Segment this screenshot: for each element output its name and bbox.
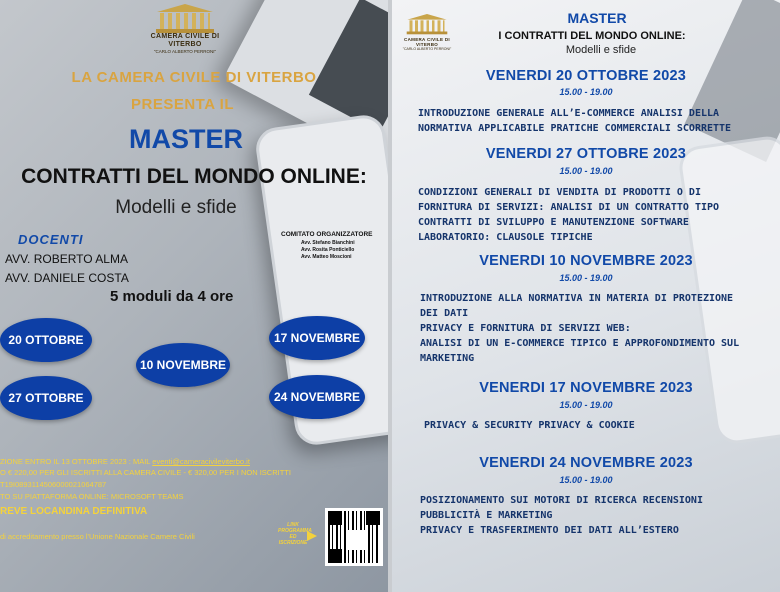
temple-icon — [140, 4, 230, 33]
camera-civile-logo — [140, 4, 230, 55]
topic-line: PRIVACY & SECURITY PRIVACY & COOKIE — [424, 420, 635, 431]
session-time: 15.00 - 19.00 — [559, 273, 613, 283]
docenti-label: DOCENTI — [18, 232, 84, 247]
docente-name: AVV. DANIELE COSTA — [5, 271, 129, 285]
session-day: VENERDI 10 NOVEMBRE 2023 — [479, 253, 693, 269]
logo-name: CAMERA CIVILE DI VITERBO — [150, 33, 220, 48]
presenter-line: PRESENTA IL — [130, 96, 234, 113]
right-poster — [392, 0, 780, 592]
logo-subtitle: "CARLO ALBERTO PERRONI" — [402, 47, 452, 51]
comitato-label: COMITATO ORGANIZZATORE — [281, 231, 373, 238]
session-time: 15.00 - 19.00 — [559, 87, 613, 97]
session-day: VENERDI 24 NOVEMBRE 2023 — [479, 455, 693, 471]
course-subtitle: Modelli e sfide — [115, 197, 237, 218]
piattaforma-info: TO SU PIATTAFORMA ONLINE: MICROSOFT TEAMS — [0, 492, 184, 501]
arrow-right-icon — [307, 531, 317, 541]
session-day: VENERDI 27 OTTOBRE 2023 — [485, 146, 687, 162]
date-badge: 20 OTTOBRE — [0, 318, 92, 362]
iban-info: T19I0893114506000021064787 — [0, 480, 107, 489]
session-topics — [418, 185, 719, 245]
topic-line: POSIZIONAMENTO SUI MOTORI DI RICERCA RECENSIONI — [420, 495, 703, 506]
locandina-info: REVE LOCANDINA DEFINITIVA — [0, 506, 148, 517]
qr-logo-icon — [347, 530, 367, 550]
date-badge: 10 NOVEMBRE — [136, 343, 230, 387]
date-badge: 24 NOVEMBRE — [269, 375, 365, 419]
qr-code[interactable] — [325, 508, 383, 566]
email-link[interactable]: eventi@cameracivileviterbo.it — [152, 457, 250, 466]
session-day: VENERDI 20 OTTOBRE 2023 — [485, 68, 687, 84]
session-time: 15.00 - 19.00 — [559, 475, 613, 485]
topic-line: INTRODUZIONE GENERALE ALL’E-COMMERCE ANALISI DELLA — [418, 108, 720, 119]
presenter-line: LA CAMERA CIVILE DI VITERBO — [71, 69, 317, 86]
topic-line: ANALISI DI UN E-COMMERCE TIPICO E APPROFONDIMENTO SUL — [420, 338, 740, 349]
docente-name: AVV. ROBERTO ALMA — [5, 252, 128, 266]
topic-line: FORNITURA DI SERVIZI: ANALISI DI UN CONTRATTO TIPO — [418, 202, 720, 213]
accreditamento-info: di accreditamento presso l'Unione Nazionale Camere Civili — [0, 532, 195, 541]
comitato-list — [301, 240, 355, 261]
logo-subtitle: "CARLO ALBERTO PERRONI" — [153, 49, 217, 54]
topic-line: CONDIZIONI GENERALI DI VENDITA DI PRODOTTI O DI — [418, 187, 701, 198]
date-badge: 17 NOVEMBRE — [269, 316, 365, 360]
topic-line: LABORATORIO: CLAUSOLE TIPICHE — [418, 232, 593, 243]
left-poster — [0, 0, 388, 592]
session-time: 15.00 - 19.00 — [559, 166, 613, 176]
course-title: I CONTRATTI DEL MONDO ONLINE: — [498, 30, 686, 42]
comitato-member: Avv. Stefano Bianchini — [301, 240, 355, 246]
topic-line: PUBBLICITÀ E MARKETING — [420, 510, 553, 521]
session-topics — [420, 291, 739, 366]
session-day: VENERDI 17 NOVEMBRE 2023 — [479, 380, 693, 396]
topic-line: INTRODUZIONE ALLA NORMATIVA IN MATERIA DI PROTEZIONE — [420, 293, 734, 304]
comitato-member: Avv. Matteo Moscioni — [301, 254, 352, 260]
session-time: 15.00 - 19.00 — [559, 400, 613, 410]
topic-line: DEI DATI — [420, 308, 469, 319]
topic-line: CONTRATTI DI SVILUPPO E MANUTENZIONE SOFTWARE — [418, 217, 689, 228]
link-note: LINK PROGRAMMA ED ISCRIZIONE — [278, 522, 312, 546]
topic-line: PRIVACY E FORNITURA DI SERVIZI WEB: — [420, 323, 631, 334]
logo-name: CAMERA CIVILE DI VITERBO — [404, 37, 450, 47]
master-heading: MASTER — [567, 10, 627, 26]
session-topics — [424, 418, 635, 433]
session-topics — [418, 106, 731, 136]
date-badge: 27 OTTOBRE — [0, 376, 92, 420]
comitato-member: Avv. Rosita Ponticiello — [301, 247, 355, 253]
topic-line: NORMATIVA APPLICABILE PRATICHE COMMERCIALI SCORRETTE — [418, 123, 732, 134]
costi-info: O € 220,00 PER GLI ISCRITTI ALLA CAMERA CIVILE - € 320,00 PER I NON ISCRITTI — [0, 468, 291, 477]
moduli-info: 5 moduli da 4 ore — [110, 288, 234, 305]
topic-line: PRIVACY E TRASFERIMENTO DEI DATI ALL’ESTERO — [420, 525, 679, 536]
course-subtitle: Modelli e sfide — [565, 44, 637, 56]
session-topics — [420, 493, 703, 538]
iscrizione-info: ZIONE ENTRO IL 13 OTTOBRE 2023 : MAIL eventi@cameracivileviterbo.it — [0, 457, 250, 466]
master-heading: MASTER — [129, 124, 243, 154]
course-title: CONTRATTI DEL MONDO ONLINE: — [21, 165, 367, 188]
topic-line: MARKETING — [420, 353, 475, 364]
